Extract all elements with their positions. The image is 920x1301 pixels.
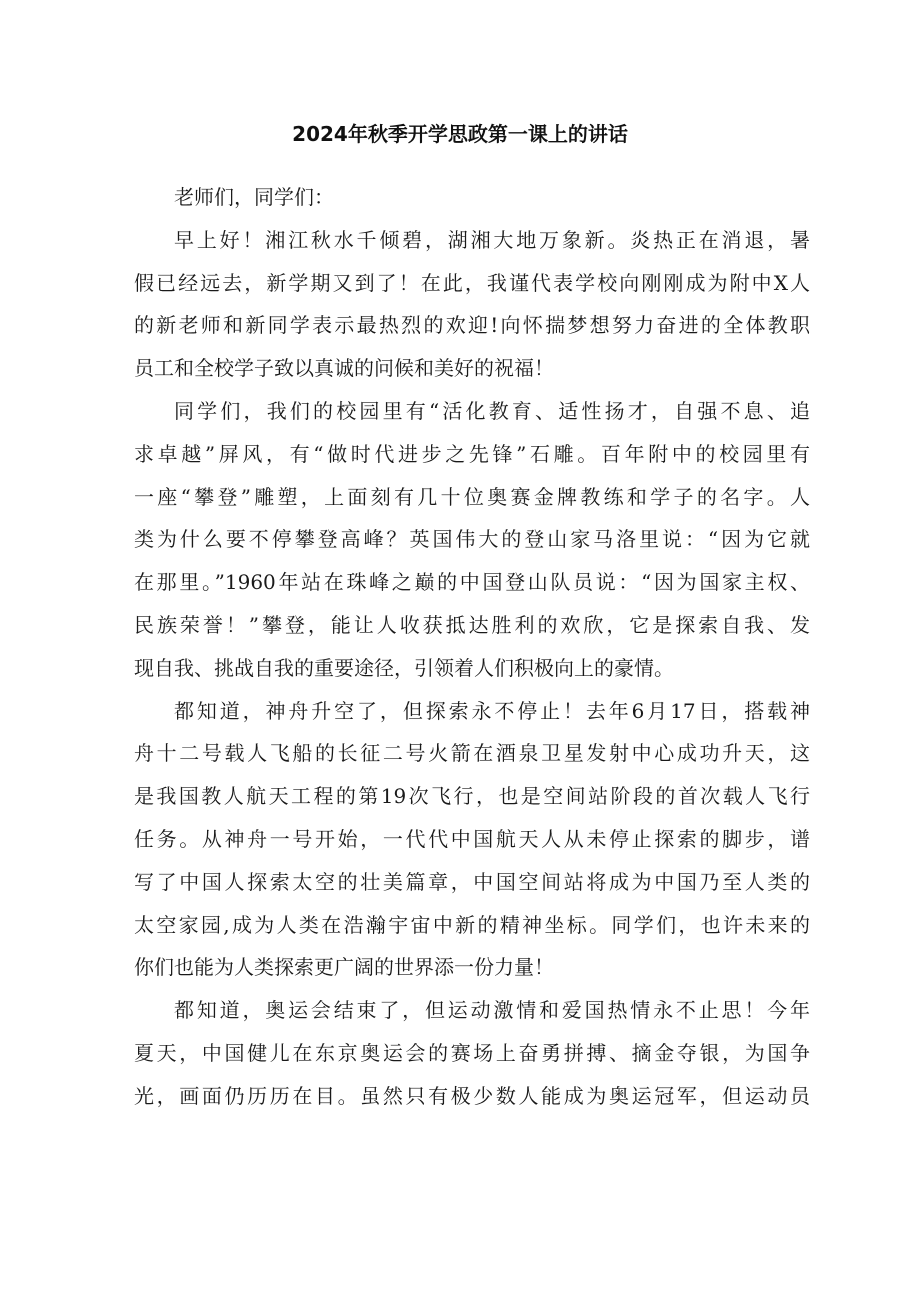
paragraph-2-line-1: 同学们，我们的校园里有“活化教育、适性扬才，自强不息、追	[174, 398, 810, 423]
salutation-line: 老师们，同学们：	[174, 185, 334, 209]
paragraph-2-line-5: 在那里。”1960年站在珠峰之巅的中国登山队员说：“因为国家主权、	[134, 570, 810, 595]
paragraph-2-line-7: 现自我、挑战自我的重要途径，引领着人们积极向上的豪情。	[134, 655, 674, 680]
paragraph-4-line-1: 都知道，奥运会结束了，但运动激情和爱国热情永不止思！今年	[174, 998, 810, 1023]
paragraph-3-line-2: 舟十二号载人飞船的长征二号火箭在酒泉卫星发射中心成功升天，这	[134, 741, 810, 766]
paragraph-1-line-2: 假已经远去，新学期又到了！在此，我谨代表学校向刚刚成为附中X人	[134, 270, 810, 295]
paragraph-2-line-4: 类为什么要不停攀登高峰？英国伟大的登山家马洛里说：“因为它就	[134, 527, 810, 552]
document-body	[134, 176, 810, 1118]
paragraph-2-line-2: 求卓越”屏风，有“做时代进步之先锋”石雕。百年附中的校园里有	[134, 441, 810, 466]
paragraph-3-line-3: 是我国教人航天工程的第19次飞行，也是空间站阶段的首次载人飞行	[134, 784, 810, 809]
paragraph-4-line-3: 光，画面仍历历在目。虽然只有极少数人能成为奥运冠军，但运动员	[134, 1083, 810, 1108]
paragraph-2-line-6: 民族荣誉！”攀登，能让人收获抵达胜利的欢欣，它是探索自我、发	[134, 612, 810, 637]
paragraph-1-line-4: 员工和全校学子致以真诚的问候和美好的祝福！	[134, 356, 554, 381]
paragraph-1-line-3: 的新老师和新同学表示最热烈的欢迎!向怀揣梦想努力奋进的全体教职	[134, 313, 810, 338]
paragraph-1-line-1: 早上好！湘江秋水千倾碧，湖湘大地万象新。炎热正在消退，暑	[174, 227, 810, 252]
paragraph-3-line-7: 你们也能为人类探索更广阔的世界添一份力量！	[134, 955, 554, 980]
document-title: 2024年秋季开学思政第一课上的讲话	[292, 122, 628, 146]
paragraph-3-line-5: 写了中国人探索太空的壮美篇章，中国空间站将成为中国乃至人类的	[134, 869, 810, 894]
paragraph-2-line-3: 一座“攀登”雕塑，上面刻有几十位奥赛金牌教练和学子的名字。人	[134, 484, 810, 509]
paragraph-3-line-4: 任务。从神舟一号开始，一代代中国航天人从未停止探索的脚步，谱	[134, 826, 810, 851]
paragraph-3-line-1: 都知道，神舟升空了，但探索永不停止！去年6月17日，搭载神	[174, 698, 810, 723]
paragraph-4-line-2: 夏天，中国健儿在东京奥运会的赛场上奋勇拼搏、摘金夺银，为国争	[134, 1040, 810, 1065]
paragraph-3-line-6: 太空家园,成为人类在浩瀚宇宙中新的精神坐标。同学们，也许未来的	[134, 912, 810, 937]
